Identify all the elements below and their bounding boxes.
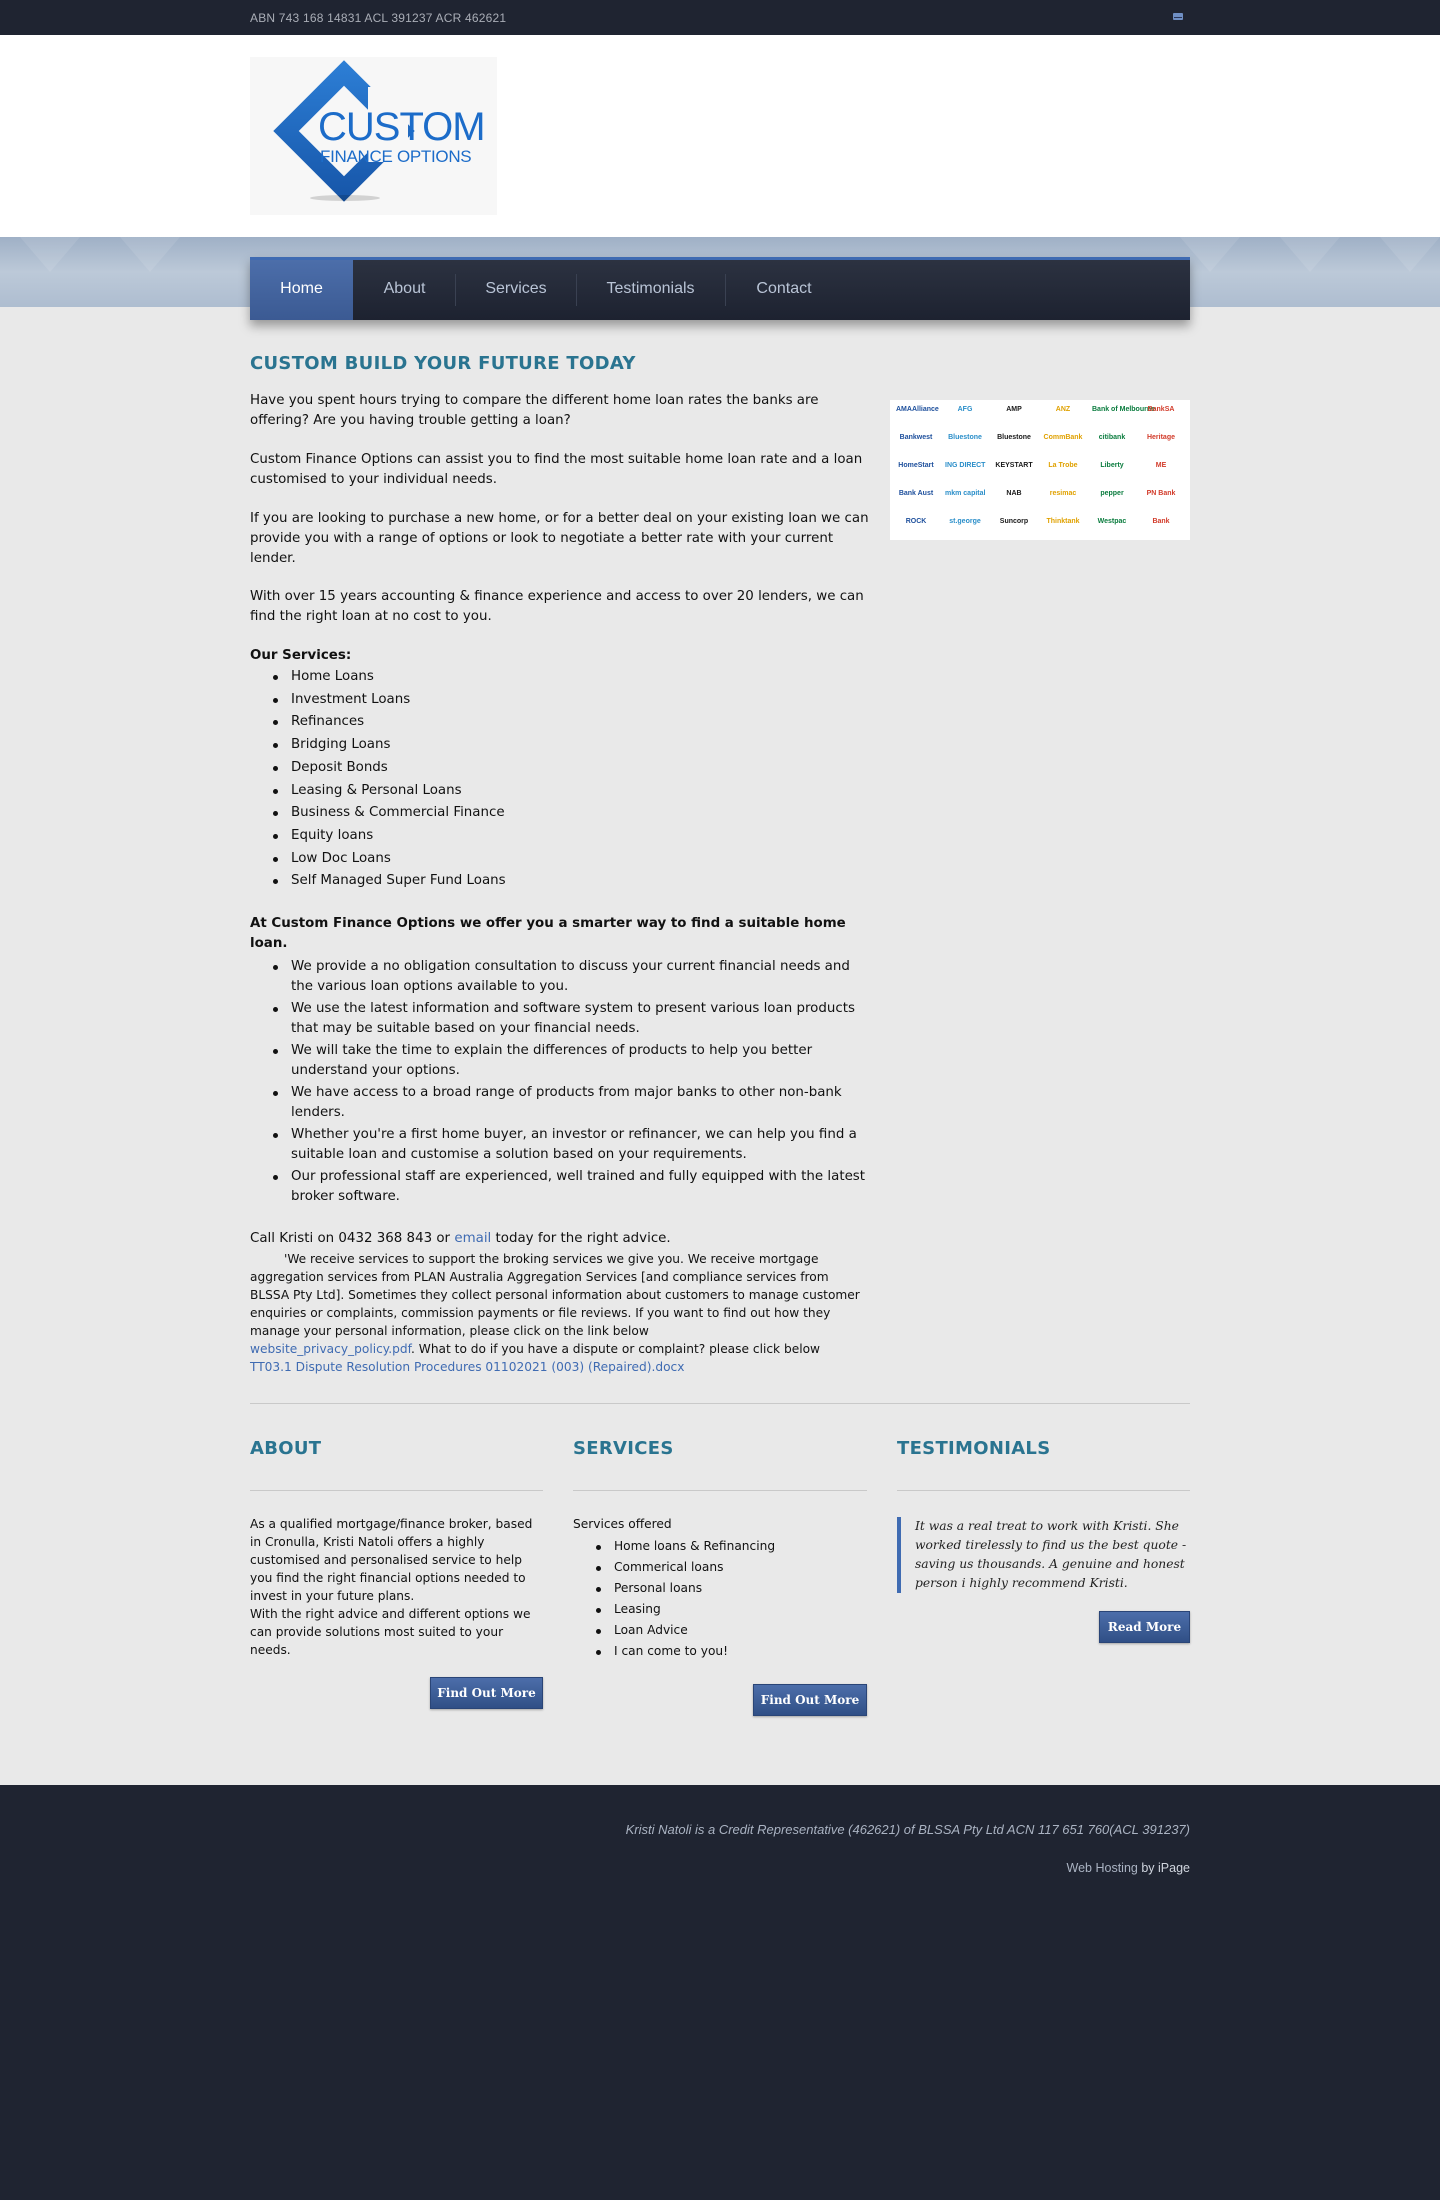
lender-logo: ING DIRECT — [945, 462, 986, 469]
lender-logo: AMP — [1006, 406, 1022, 413]
services-col-list — [573, 1536, 867, 1662]
lender-logo: ANZ — [1055, 406, 1071, 413]
lender-logo: CommBank — [1043, 434, 1083, 441]
lender-logo: Suncorp — [999, 518, 1029, 525]
list-item: Self Managed Super Fund Loans — [250, 870, 870, 893]
list-item: We provide a no obligation consultation to discuss your current financial needs and the various loan options available to you. — [250, 957, 870, 997]
lender-logo: ME — [1155, 462, 1167, 469]
lender-logo: st.george — [949, 518, 981, 525]
logo-word-1: CUSTOM — [318, 105, 485, 149]
lender-logo: La Trobe — [1048, 462, 1078, 469]
about-find-out-more-button[interactable]: Find Out More — [430, 1677, 543, 1709]
lender-logo: mkm capital — [945, 490, 986, 497]
about-divider — [250, 1490, 543, 1491]
main-area — [0, 307, 1440, 1785]
testimonials-divider — [897, 1490, 1190, 1491]
testimonial-quote: It was a real treat to work with Kristi. She worked tirelessly to find us the best quote - saving us thousands. A genuine and honest person i highly recommend Kristi. — [897, 1517, 1189, 1593]
testimonials-heading: TESTIMONIALS — [897, 1438, 1051, 1459]
list-item: Whether you're a first home buyer, an investor or refinancer, we can help you find a suitable loan and customise a solution based on your requirements. — [250, 1125, 870, 1165]
read-more-button[interactable]: Read More — [1099, 1611, 1190, 1643]
list-item: We use the latest information and software system to present various loan products that may be suitable based on your financial needs. — [250, 999, 870, 1039]
list-item: Leasing & Personal Loans — [250, 780, 870, 803]
lender-logo: Liberty — [1100, 462, 1124, 469]
lender-logo: Heritage — [1146, 434, 1175, 441]
lender-logo: Bankwest — [899, 434, 933, 441]
page-title: CUSTOM BUILD YOUR FUTURE TODAY — [250, 353, 636, 374]
list-item: Refinances — [250, 711, 870, 734]
nav-item-testimonials[interactable]: Testimonials — [606, 280, 695, 297]
lender-logo: KEYSTART — [995, 462, 1033, 469]
credit-text: Kristi Natoli is a Credit Representative (462621) of BLSSA Pty Ltd ACN 117 651 760(ACL 391237) — [625, 1822, 1190, 1837]
section-divider — [250, 1403, 1190, 1404]
list-item: Equity loans — [250, 825, 870, 848]
email-link[interactable]: email — [454, 1231, 492, 1246]
list-item: Business & Commercial Finance — [250, 802, 870, 825]
dispute-line — [250, 1358, 870, 1376]
dispute-procedures-link[interactable]: TT03.1 Dispute Resolution Procedures 01102021 (003) (Repaired).docx — [250, 1360, 685, 1374]
services-heading: Our Services: — [250, 648, 352, 663]
intro-paragraph-3: If you are looking to purchase a new home, or for a better deal on your existing loan we can provide you with a range of options or look to negotiate a better rate with your current lender. — [250, 511, 869, 566]
lender-logo: resimac — [1049, 490, 1077, 497]
lender-logo: pepper — [1100, 490, 1124, 497]
list-item: Personal loans — [573, 1578, 867, 1599]
call-line: Call Kristi on 0432 368 843 or email today for the right advice. — [250, 1231, 671, 1246]
lender-logo: Westpac — [1097, 518, 1127, 525]
services-find-out-more-button[interactable]: Find Out More — [753, 1684, 867, 1716]
intro-paragraph-1: Have you spent hours trying to compare the different home loan rates the banks are offering? Are you having trouble getting a loan? — [250, 393, 819, 428]
hosting-line: Web Hosting by iPage — [1066, 1861, 1190, 1875]
logo-word-2: FINANCE OPTIONS — [320, 147, 472, 166]
web-hosting-link[interactable]: Web Hosting — [1066, 1861, 1138, 1875]
site-footer — [0, 1785, 1440, 2200]
services-list — [250, 666, 870, 893]
lender-logo: BankSA — [1147, 406, 1175, 413]
services-divider — [573, 1490, 867, 1491]
privacy-policy-link[interactable]: website_privacy_policy.pdf — [250, 1342, 412, 1356]
list-item: Bridging Loans — [250, 734, 870, 757]
lender-logo: Bank of Melbourne — [1092, 406, 1156, 413]
lender-logo: Bluestone — [948, 434, 982, 441]
about-heading: ABOUT — [250, 1438, 322, 1459]
mail-icon[interactable] — [1173, 13, 1183, 20]
lender-logo: Thinktank — [1046, 518, 1080, 525]
list-item: Loan Advice — [573, 1620, 867, 1641]
privacy-line: website_privacy_policy.pdf. What to do if you have a dispute or complaint? please click below — [250, 1342, 821, 1356]
disclosure-text: 'We receive services to support the broking services we give you. We receive mortgage aggregation services from PLAN Australia Aggregation Services [and compliance services from BLSSA Pty Ltd]. Sometimes they collect personal information about customers to manage customer enquiries or complaints, commission payments or file reviews. If you want to find out how they manage your personal information, please click on the link below — [250, 1252, 860, 1338]
intro-paragraph-4: With over 15 years accounting & finance experience and access to over 20 lenders, we can find the right loan at no cost to you. — [250, 589, 864, 624]
top-bar — [0, 0, 1440, 35]
offer-list — [250, 957, 870, 1209]
services-col-heading: SERVICES — [573, 1438, 674, 1459]
lenders-logo-grid — [890, 400, 1190, 540]
list-item: Home loans & Refinancing — [573, 1536, 867, 1557]
nav-item-home[interactable]: Home — [250, 260, 353, 320]
list-item: Deposit Bonds — [250, 757, 870, 780]
offer-heading: At Custom Finance Options we offer you a smarter way to find a suitable home loan. — [250, 916, 846, 951]
lender-logo: Bank Aust — [898, 490, 934, 497]
list-item: We will take the time to explain the differences of products to help you better understand your options. — [250, 1041, 870, 1081]
lender-logo: ROCK — [905, 518, 927, 525]
lender-logo: AFG — [957, 406, 973, 413]
lender-logo: NAB — [1006, 490, 1022, 497]
site-logo[interactable] — [250, 57, 497, 215]
about-text: As a qualified mortgage/finance broker, based in Cronulla, Kristi Natoli offers a highly customised and personalised service to help you find the right financial options needed to invest in your future plans. With the right advice and different options we can provide solutions most suited to your needs. — [250, 1517, 533, 1657]
list-item: Low Doc Loans — [250, 848, 870, 871]
lender-logo: HomeStart — [898, 462, 934, 469]
nav-item-services[interactable]: Services — [485, 280, 547, 297]
list-item: Investment Loans — [250, 689, 870, 712]
list-item: Leasing — [573, 1599, 867, 1620]
nav-item-contact[interactable]: Contact — [756, 280, 812, 297]
list-item: We have access to a broad range of products from major banks to other non-bank lenders. — [250, 1083, 870, 1123]
list-item: Our professional staff are experienced, well trained and fully equipped with the latest broker software. — [250, 1167, 870, 1207]
lender-logo: AMAAlliance — [896, 406, 939, 413]
abn-text: ABN 743 168 14831 ACL 391237 ACR 462621 — [250, 11, 507, 25]
lender-logo: PN Bank — [1146, 490, 1176, 497]
lender-logo: Bank — [1152, 518, 1170, 525]
nav-item-about[interactable]: About — [383, 280, 426, 297]
main-nav — [250, 257, 1190, 320]
list-item: Commerical loans — [573, 1557, 867, 1578]
services-intro: Services offered — [573, 1517, 672, 1531]
intro-paragraph-2: Custom Finance Options can assist you to find the most suitable home loan rate and a loan customised to your individual needs. — [250, 452, 863, 487]
list-item: Home Loans — [250, 666, 870, 689]
lender-logo: Bluestone — [997, 434, 1031, 441]
lender-logo: citibank — [1098, 434, 1126, 441]
site-header — [0, 35, 1440, 237]
list-item: I can come to you! — [573, 1641, 867, 1662]
